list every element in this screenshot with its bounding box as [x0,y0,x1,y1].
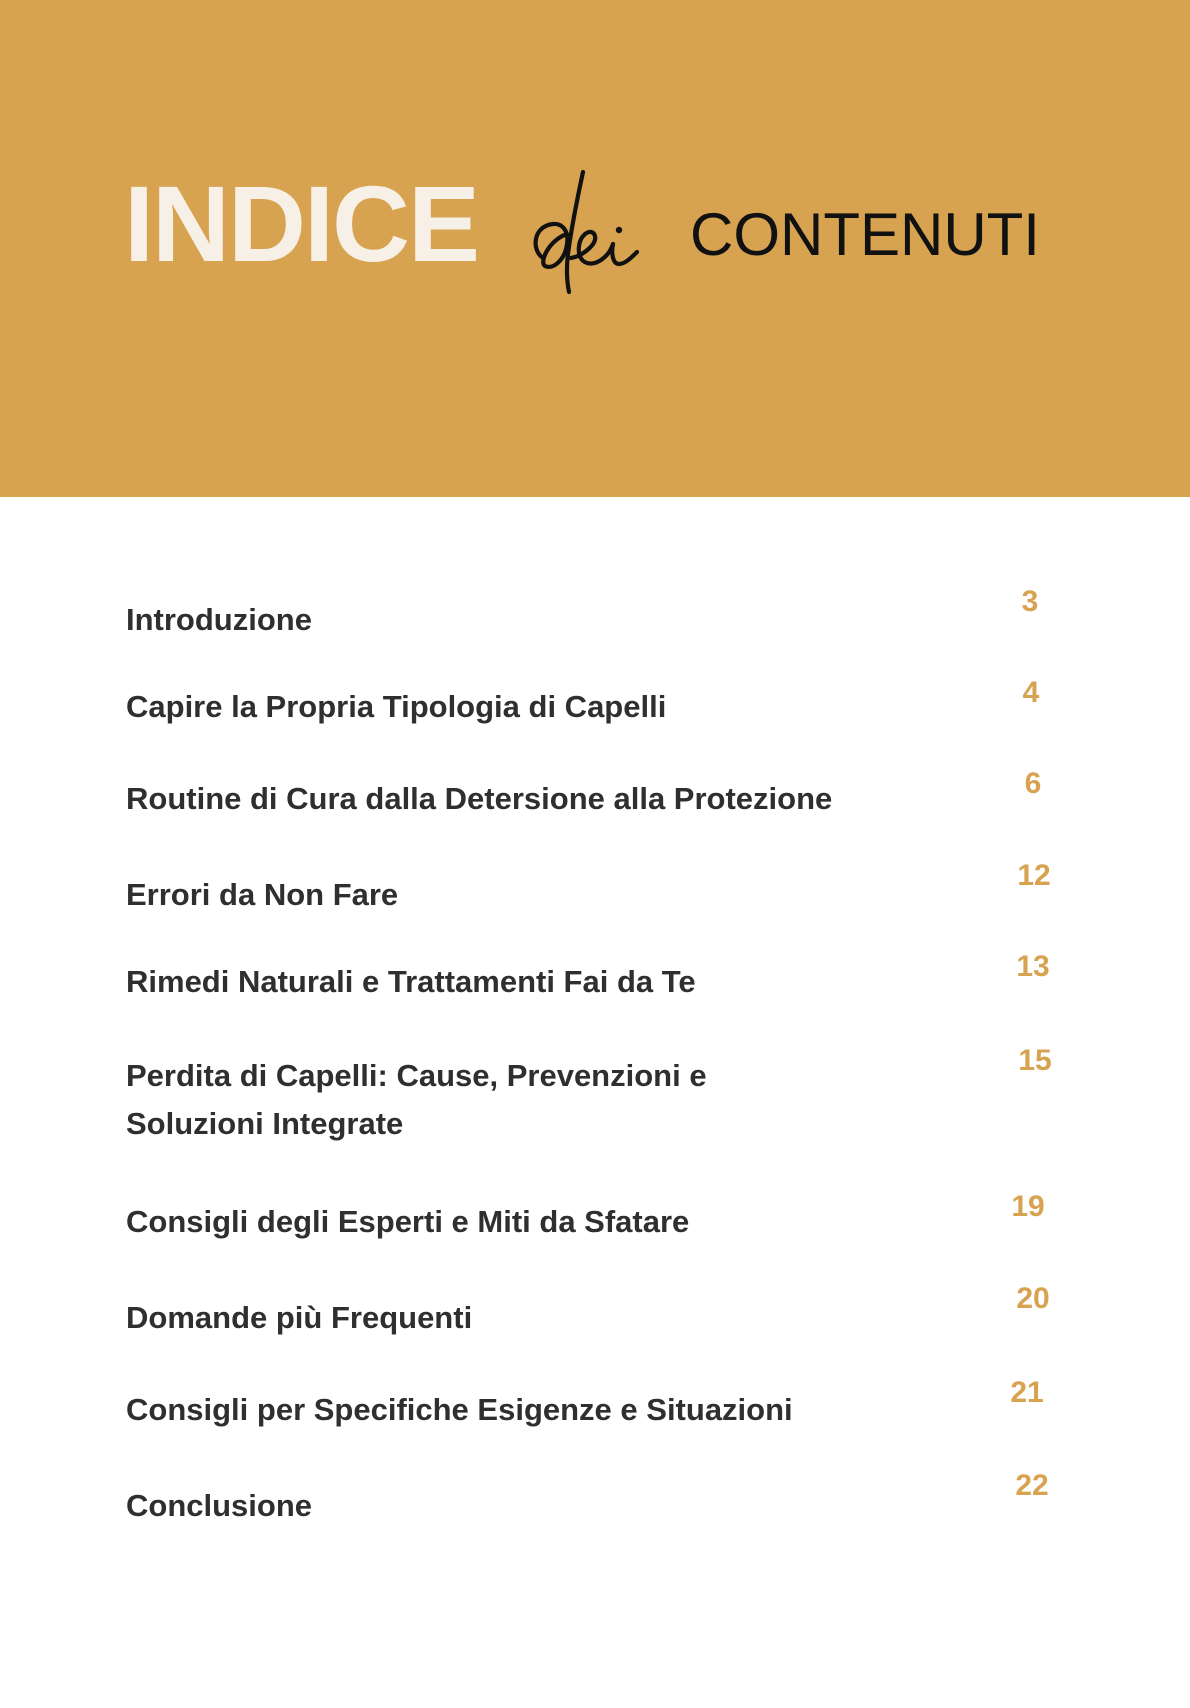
toc-page-number: 13 [1016,950,1050,983]
toc-item-title[interactable]: Consigli per Specifiche Esigenze e Situazioni [126,1392,793,1427]
toc-item-title[interactable]: Errori da Non Fare [126,877,399,912]
toc-page-number: 21 [1010,1376,1044,1409]
toc-item-title[interactable]: Capire la Propria Tipologia di Capelli [126,689,667,724]
title-indice: INDICE [124,163,479,284]
toc-item-title[interactable]: Routine di Cura dalla Detersione alla Protezione [126,781,833,816]
toc-item-title-line1[interactable]: Perdita di Capelli: Cause, Prevenzioni e [126,1058,707,1093]
title-script-dei [527,170,667,295]
toc-page-number: 3 [1021,585,1039,618]
toc-page-number: 12 [1017,859,1051,892]
toc-item-title[interactable]: Consigli degli Esperti e Miti da Sfatare [126,1204,690,1239]
toc-item-title-line2[interactable]: Soluzioni Integrate [126,1106,404,1141]
toc-item-title[interactable]: Domande più Frequenti [126,1300,473,1335]
title-contenuti: CONTENUTI [690,201,1040,268]
toc-page-number: 19 [1011,1190,1045,1223]
toc-item-title[interactable]: Rimedi Naturali e Trattamenti Fai da Te [126,964,696,999]
toc-item-title[interactable]: Conclusione [126,1488,313,1523]
toc-item-title[interactable]: Introduzione [126,602,312,637]
toc-page-number: 15 [1018,1044,1052,1077]
toc-page-number: 4 [1022,676,1040,709]
toc-page-number: 20 [1016,1282,1050,1315]
toc-page-number: 6 [1024,767,1042,800]
toc-page-number: 22 [1015,1469,1049,1502]
